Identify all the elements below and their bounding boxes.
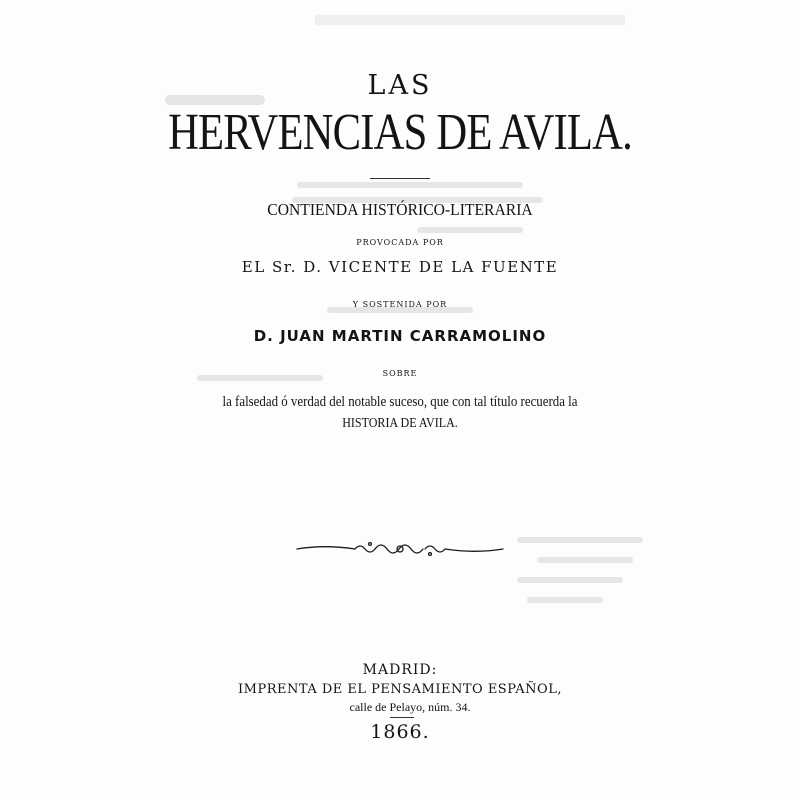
ornament-flourish bbox=[295, 538, 505, 560]
description-line-2: HISTORIA DE AVILA. bbox=[342, 416, 458, 431]
subtitle: CONTIENDA HISTÓRICO-LITERARIA bbox=[267, 200, 533, 219]
provoked-by-label: PROVOCADA POR bbox=[356, 238, 444, 247]
description-line-1: la falsedad ó verdad del notable suceso, que con tal título recuerda la bbox=[222, 394, 578, 410]
about-label: SOBRE bbox=[382, 369, 418, 378]
provoker-name: EL Sr. D. VICENTE DE LA FUENTE bbox=[241, 258, 559, 276]
imprint-address: calle de Pelayo, núm. 34. bbox=[349, 700, 471, 714]
title-rule bbox=[370, 178, 430, 179]
imprint-city: MADRID: bbox=[362, 662, 438, 678]
main-title: HERVENCIAS DE AVILA. bbox=[168, 104, 632, 161]
author-name: D. JUAN MARTIN CARRAMOLINO bbox=[253, 327, 547, 345]
sustained-by-label: Y SOSTENIDA POR bbox=[352, 300, 448, 309]
imprint-press: IMPRENTA DE EL PENSAMIENTO ESPAÑOL, bbox=[238, 682, 562, 697]
year-rule bbox=[390, 717, 414, 718]
title-article: LAS bbox=[367, 70, 433, 101]
imprint-year: 1866. bbox=[370, 721, 430, 743]
